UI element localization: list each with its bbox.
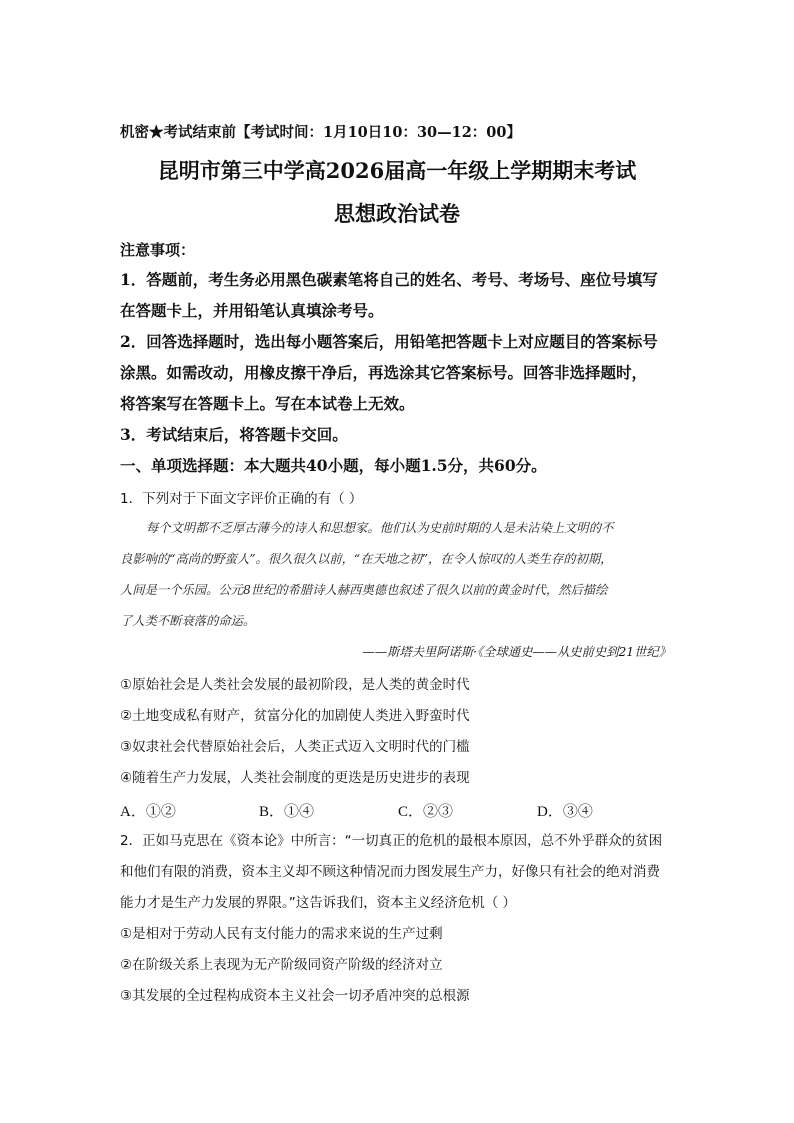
choice-a: A．①② bbox=[120, 804, 176, 820]
confidential-header: 机密★考试结束前【考试时间：1月10日10：30—12：00】 bbox=[120, 124, 521, 141]
notice-line: 将答案写在答题卡上。写在本试卷上无效。 bbox=[120, 394, 415, 413]
quote-line: 每个文明都不乏厚古薄今的诗人和思想家。他们认为史前时期的人是未沾染上文明的不 bbox=[146, 521, 614, 535]
notice-line: 1．答题前，考生务必用黑色碳素笔将自己的姓名、考号、考场号、座位号填写 bbox=[120, 270, 658, 289]
question-2-stem: 能力才是生产力发展的界限。”这告诉我们，资本主义经济危机（ ） bbox=[120, 895, 517, 911]
section-heading: 一、单项选择题：本大题共40小题，每小题1.5分，共60分。 bbox=[120, 456, 547, 475]
notice-line: 3．考试结束后，将答题卡交回。 bbox=[120, 425, 348, 444]
question-1-option: ①原始社会是人类社会发展的最初阶段，是人类的黄金时代 bbox=[120, 677, 470, 693]
choice-b: B．①④ bbox=[259, 804, 315, 820]
quote-line: 了人类不断衰落的命运。 bbox=[120, 614, 256, 628]
choice-d: D．③④ bbox=[537, 804, 593, 820]
question-1-option: ④随着生产力发展，人类社会制度的更迭是历史进步的表现 bbox=[120, 770, 470, 786]
question-2-option: ③其发展的全过程构成资本主义社会一切矛盾冲突的总根源 bbox=[120, 988, 470, 1004]
notice-line: 在答题卡上，并用铅笔认真填涂考号。 bbox=[120, 301, 384, 320]
question-1-choices bbox=[120, 800, 680, 820]
question-1-stem: 1．下列对于下面文字评价正确的有（ ） bbox=[120, 491, 363, 507]
exam-title: 昆明市第三中学高2026届高一年级上学期期末考试 bbox=[157, 158, 637, 183]
question-2-stem: 2．正如马克思在《资本论》中所言：“一切真正的危机的最根本原因，总不外乎群众的贫困 bbox=[120, 833, 663, 849]
quote-source: ——斯塔夫里阿诺斯·《全球通史——从史前史到21世纪》 bbox=[362, 645, 671, 659]
question-2-stem: 和他们有限的消费，资本主义却不顾这种情况而力图发展生产力，好像只有社会的绝对消费 bbox=[120, 864, 660, 880]
question-1-option: ②土地变成私有财产，贫富分化的加剧使人类进入野蛮时代 bbox=[120, 708, 470, 724]
question-1-option: ③奴隶社会代替原始社会后，人类正式迈入文明时代的门槛 bbox=[120, 739, 470, 755]
quote-line: 人间是一个乐园。公元8世纪的希腊诗人赫西奥德也叙述了很久以前的黄金时代，然后描绘 bbox=[120, 583, 608, 597]
question-2-option: ②在阶级关系上表现为无产阶级同资产阶级的经济对立 bbox=[120, 957, 443, 973]
quote-line: 良影响的“高尚的野蛮人”。很久很久以前，“在天地之初”，在令人惊叹的人类生存的初期， bbox=[120, 552, 613, 566]
notice-line: 2．回答选择题时，选出每小题答案后，用铅笔把答题卡上对应题目的答案标号 bbox=[120, 332, 658, 351]
notice-line: 涂黑。如需改动，用橡皮擦干净后，再选涂其它答案标号。回答非选择题时， bbox=[120, 363, 648, 382]
notice-heading: 注意事项： bbox=[120, 241, 196, 259]
subject-title: 思想政治试卷 bbox=[334, 201, 460, 226]
choice-c: C．②③ bbox=[398, 804, 454, 820]
question-2-option: ①是相对于劳动人民有支付能力的需求来说的生产过剩 bbox=[120, 926, 443, 942]
